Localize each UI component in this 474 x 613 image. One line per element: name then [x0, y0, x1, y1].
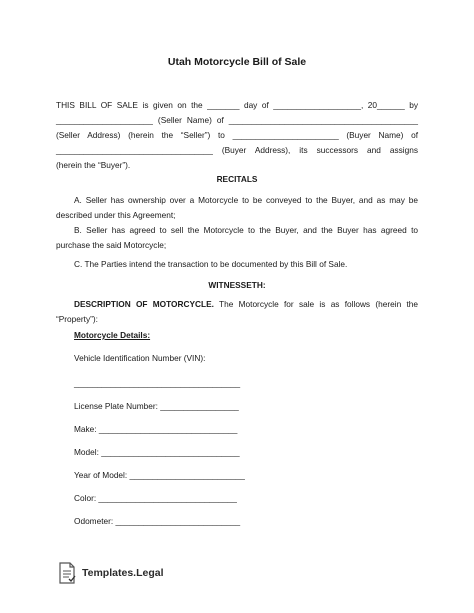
odometer-field: Odometer: ___________________________ [74, 516, 241, 526]
document-title: Utah Motorcycle Bill of Sale [167, 56, 307, 68]
year-field: Year of Model: _________________________ [74, 470, 245, 480]
recital-b: B. Seller has agreed to sell the Motorcycle to the Buyer, and the Buyer has agreed to purchase the said Motorcycle; [56, 225, 418, 250]
model-field: Model: ______________________________ [74, 447, 240, 457]
intro-line: (herein the “Buyer”). [56, 160, 131, 170]
intro-paragraph [56, 98, 418, 173]
intro-line: (Seller Address) (herein the “Seller”) to _______________________ (Buyer Name) of [56, 130, 418, 140]
description-paragraph [56, 297, 418, 327]
color-field: Color: ______________________________ [74, 493, 237, 503]
vin-field: ____________________________________ [74, 378, 241, 388]
intro-line: __________________________________ (Buyer Address), its successors and assigns [56, 145, 418, 155]
recital-a: A. Seller has ownership over a Motorcycle to be conveyed to the Buyer, and as may be described under this Agreement; [56, 195, 418, 220]
brand-name: Templates.Legal [82, 567, 164, 579]
make-field: Make: ______________________________ [74, 424, 238, 434]
brand-logo [58, 562, 164, 584]
license-plate-field: License Plate Number: _________________ [74, 401, 239, 411]
description-label: DESCRIPTION OF MOTORCYCLE. [74, 299, 214, 309]
details-heading: Motorcycle Details: [74, 330, 151, 340]
witnesseth-heading: WITNESSETH: [208, 280, 266, 290]
vin-label: Vehicle Identification Number (VIN): [74, 353, 206, 363]
intro-line: THIS BILL OF SALE is given on the _______ day of ___________________, 20______ by [56, 100, 418, 110]
recitals-heading: RECITALS [216, 174, 258, 184]
description-text: The Motorcycle for sale is as follows (herein the “Property”): [56, 299, 418, 324]
intro-line: _____________________ (Seller Name) of _________________________________________ [56, 115, 418, 125]
recital-c: C. The Parties intend the transaction to be documented by this Bill of Sale. [74, 259, 348, 269]
document-icon [58, 562, 76, 584]
